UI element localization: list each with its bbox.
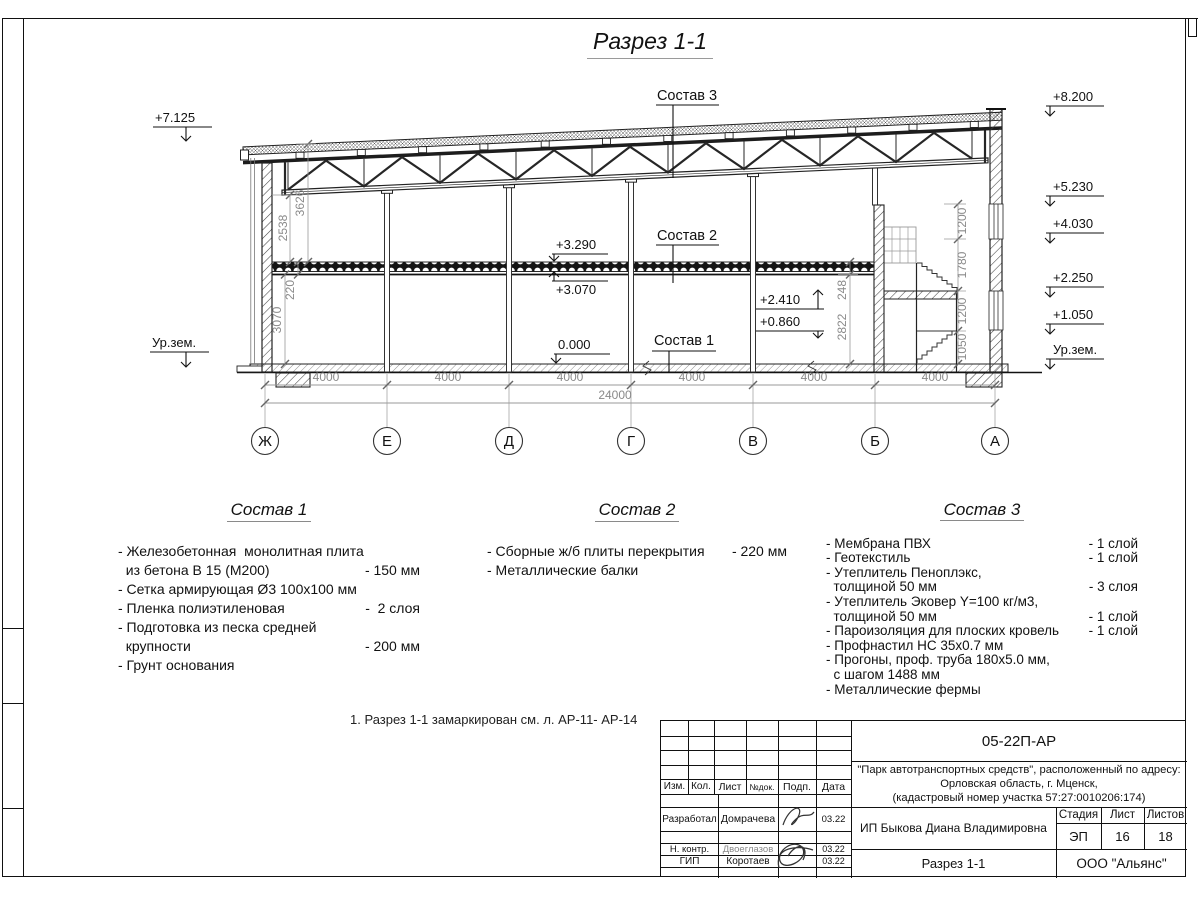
level-mark: +0.860: [760, 314, 801, 329]
level-mark: 0.000: [558, 337, 591, 352]
legend-line: с шагом 1488 мм: [826, 666, 940, 682]
stamp-col-izm: Изм.: [663, 781, 686, 792]
stair-flight-upper: [917, 263, 957, 291]
roof-truss: [243, 112, 1002, 195]
stamp-role-2: Н. контр.: [669, 843, 710, 855]
vertical-dim: 2822: [835, 313, 849, 341]
legend-line: - Прогоны, проф. труба 180х5.0 мм,: [826, 652, 1050, 668]
span-dim: 4000: [678, 370, 706, 384]
legend-line: - Металлические балки: [487, 562, 639, 578]
legend-value: - 1 слой: [1088, 623, 1138, 639]
legend-item: [826, 683, 1138, 698]
span-dim: 4000: [556, 370, 584, 384]
legend-item: [118, 599, 420, 618]
legend-item: [118, 618, 420, 656]
stamp-listov-label: Листов: [1146, 809, 1185, 821]
vertical-dim: 3626: [293, 189, 307, 217]
legend-value: - 200 мм: [364, 638, 420, 654]
legend-line: - Сборные ж/б плиты перекрытия: [487, 543, 705, 559]
legend-line: крупности: [118, 638, 191, 654]
legend-line: - Мембрана ПВХ: [826, 535, 931, 551]
stamp-date-2: 03.22: [822, 844, 845, 854]
span-dim: 4000: [921, 370, 949, 384]
stamp-name-1: Домрачева: [720, 813, 776, 825]
legend-item: [118, 542, 420, 580]
sheet-note: 1. Разрез 1-1 замаркирован см. л. АР-11- АР-14: [350, 712, 638, 727]
level-mark: +4.030: [1053, 216, 1094, 231]
stamp-project-line: (кадастровый номер участка 57:27:0010206:174): [892, 792, 1146, 804]
stamp-list-value: 16: [1115, 828, 1130, 844]
vertical-dim: 220: [283, 279, 297, 301]
stamp-col-podp: Подп.: [783, 780, 811, 793]
vertical-dim: 2538: [276, 214, 290, 242]
vertical-dim: 1200: [955, 297, 969, 325]
level-mark: +5.230: [1053, 179, 1094, 194]
level-mark: Ур.зем.: [152, 335, 197, 350]
span-dim: 4000: [800, 370, 828, 384]
legend-line: - Геотекстиль: [826, 550, 911, 566]
legend-line: толщиной 50 мм: [826, 579, 937, 595]
stamp-drawing-name: Разрез 1-1: [921, 856, 986, 871]
legend-line: - Железобетонная монолитная плита: [118, 543, 364, 559]
legend-value: - 220 мм: [731, 543, 787, 559]
stamp-date-3: 03.22: [822, 856, 845, 866]
wall-axis-b: [874, 205, 884, 372]
legend-title: Состав 3: [826, 503, 1138, 521]
page-title-text: Разрез 1-1: [587, 28, 713, 59]
floor-slab: [272, 262, 874, 275]
legend-item: [826, 551, 1138, 566]
level-mark: +7.125: [155, 110, 196, 125]
stamp-project-line: Орловская область, г. Мценск,: [940, 778, 1098, 790]
stamp-col-data: Дата: [821, 780, 846, 793]
level-mark: +2.410: [760, 292, 801, 307]
level-mark: +1.050: [1053, 307, 1094, 322]
window-lower: [989, 291, 1003, 330]
roof-edge-cap: [241, 150, 249, 160]
stamp-col-ndok: №док.: [749, 781, 775, 792]
stamp-project-line: "Парк автотранспортных средств", расположенный по адресу:: [857, 764, 1181, 776]
level-mark: +2.250: [1053, 270, 1094, 285]
stamp-project: [851, 763, 1187, 807]
legend-line: - Профнастил НС 35х0.7 мм: [826, 637, 1004, 653]
legend-item: [118, 656, 420, 675]
legend-line: - Подготовка из песка средней: [118, 619, 317, 635]
level-mark: +8.200: [1053, 89, 1094, 104]
axis-label: Ж: [258, 433, 272, 450]
legend-value: - 1 слой: [1088, 550, 1138, 566]
axis-label: В: [747, 433, 759, 450]
stamp-stage-label: Стадия: [1058, 809, 1099, 821]
legend-line: из бетона В 15 (М200): [118, 562, 270, 578]
axis-label: Д: [503, 433, 515, 450]
axis-label: А: [989, 433, 1001, 450]
span-dim: 4000: [312, 370, 340, 384]
legend-value: - 1 слой: [1088, 535, 1138, 551]
staircase: [884, 227, 957, 372]
legend-line: - Грунт основания: [118, 657, 235, 673]
legend-item: [826, 537, 1138, 552]
legend-item: [118, 580, 420, 599]
stair-landing: [884, 291, 957, 299]
stamp-role-1: Разработал: [662, 813, 717, 825]
axis-label: Г: [626, 433, 636, 450]
axis-label: Б: [870, 433, 880, 450]
layer-callout: Состав 3: [656, 88, 718, 104]
stamp-col-list: Лист: [718, 780, 742, 793]
legend-value: - 150 мм: [364, 562, 420, 578]
axis-label: Е: [381, 433, 393, 450]
legend-line: - Утеплитель Пеноплэкс,: [826, 564, 982, 580]
stamp-company: ООО "Альянс": [1076, 856, 1167, 871]
stamp-name-3: Коротаев: [726, 855, 770, 867]
wall-axis-a: [990, 109, 1002, 372]
stamp-col-kol: Кол.: [691, 781, 711, 792]
legend-item: [826, 595, 1138, 624]
signature-1: [783, 808, 814, 825]
vertical-dim: 1780: [955, 251, 969, 279]
legend-sostav-2: [487, 500, 787, 580]
stamp-date-1: 03.22: [821, 813, 846, 825]
legend-title: Состав 1: [118, 500, 420, 522]
axis-bubbles: [252, 428, 1009, 455]
level-mark: +3.070: [556, 282, 597, 297]
level-mark: Ур.зем.: [1053, 342, 1098, 357]
legend-value: - 1 слой: [1088, 608, 1138, 624]
legend-item: [826, 639, 1138, 654]
legend-sostav-1: [118, 500, 420, 675]
vertical-dim: 1050: [955, 333, 969, 361]
legend-item: [487, 561, 787, 580]
vertical-dim: 248: [835, 279, 849, 301]
vertical-dim: 1200: [955, 207, 969, 235]
legend-value: - 3 слоя: [1088, 579, 1138, 595]
layer-callout: Состав 1: [653, 333, 715, 349]
stamp-list-label: Лист: [1110, 809, 1135, 821]
title-block: [660, 720, 1186, 877]
total-dim: 24000: [598, 388, 632, 402]
stair-flight-lower: [917, 331, 957, 363]
legend-item: [487, 542, 787, 561]
legend-line: - Металлические фермы: [826, 681, 981, 697]
legend-item: [826, 624, 1138, 639]
stamp-role-3: ГИП: [679, 855, 700, 867]
vertical-dim: 3070: [270, 306, 284, 334]
layer-callout: Состав 2: [656, 228, 718, 244]
legend-item: [826, 653, 1138, 682]
stamp-client: ИП Быкова Диана Владимировна: [860, 821, 1047, 835]
stamp-listov-value: 18: [1158, 828, 1173, 844]
stamp-stage-value: ЭП: [1069, 828, 1088, 844]
legend-title: Состав 2: [487, 500, 787, 522]
stamp-doc-code: 05-22П-АР: [981, 732, 1057, 750]
legend-line: - Утеплитель Эковер Y=100 кг/м3,: [826, 593, 1039, 609]
legend-value: - 2 слоя: [365, 600, 420, 616]
stamp-name-2: Двоеглазов: [722, 843, 774, 855]
wall-axis-zh: [262, 163, 272, 372]
legend-line: - Пароизоляция для плоских кровель: [826, 623, 1060, 639]
legend-sostav-3: [826, 500, 1138, 697]
legend-line: - Пленка полиэтиленовая: [118, 600, 285, 616]
span-dim: 4000: [434, 370, 462, 384]
legend-item: [826, 566, 1138, 595]
window-upper: [989, 204, 1003, 239]
legend-line: толщиной 50 мм: [826, 608, 937, 624]
level-mark: +3.290: [556, 237, 597, 252]
legend-line: - Сетка армирующая Ø3 100х100 мм: [118, 581, 357, 597]
